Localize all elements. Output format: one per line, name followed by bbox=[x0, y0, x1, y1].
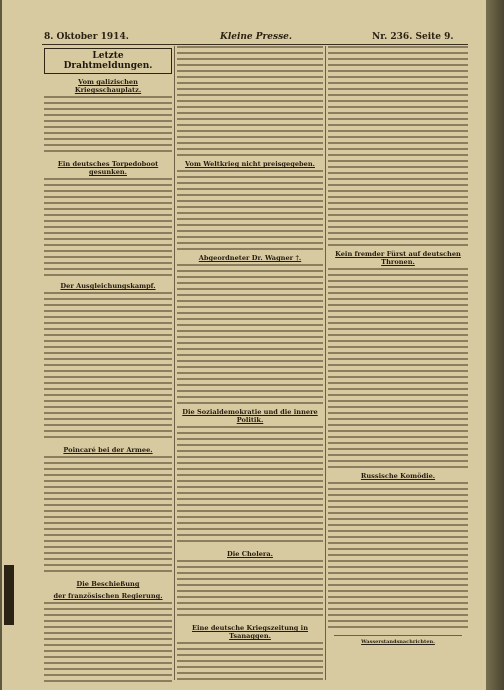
article-headline: Vom galizischen Kriegsschauplatz. bbox=[74, 78, 142, 94]
column-right bbox=[328, 46, 468, 686]
article-text-placeholder bbox=[328, 482, 468, 632]
article-text-placeholder bbox=[177, 426, 323, 546]
article-headline: Die Cholera. bbox=[227, 550, 273, 558]
margin-mark bbox=[4, 565, 14, 625]
article-text-placeholder bbox=[328, 268, 468, 468]
article-headline: Die Sozialdemokratie und die innere Politik. bbox=[182, 408, 318, 424]
newspaper-page bbox=[2, 0, 486, 690]
article-headline: Poincaré bei der Armee. bbox=[63, 446, 153, 454]
page-edge-shadow bbox=[486, 0, 504, 690]
article-headline: der französischen Regierung. bbox=[53, 592, 163, 600]
column-left bbox=[44, 46, 172, 686]
article-headline: Vom Weltkrieg nicht preisgegeben. bbox=[185, 160, 315, 168]
article-headline: Abgeordneter Dr. Wagner †. bbox=[198, 254, 302, 262]
article-text-placeholder bbox=[177, 560, 323, 620]
article-text-placeholder bbox=[44, 96, 172, 156]
table-title: Wasserstandsnachrichten. bbox=[361, 639, 435, 645]
article-text-placeholder bbox=[44, 292, 172, 442]
header-date: 8. Oktober 1914. bbox=[44, 32, 129, 42]
article-headline: Eine deutsche Kriegszeitung in Tsanaggen. bbox=[192, 624, 308, 640]
article-headline: Die Beschießung bbox=[76, 580, 140, 588]
article-text-placeholder bbox=[177, 642, 323, 682]
article-headline: Der Ausgleichungskampf. bbox=[60, 282, 156, 290]
article-text-placeholder bbox=[44, 602, 172, 682]
article-text-placeholder bbox=[44, 178, 172, 278]
section-title: Letzte Drahtmeldungen. bbox=[44, 48, 172, 74]
article-headline: Ein deutsches Torpedoboot gesunken. bbox=[57, 160, 159, 176]
separator bbox=[334, 635, 462, 636]
column-divider bbox=[325, 46, 326, 680]
article-text-placeholder bbox=[328, 46, 468, 246]
column-divider bbox=[174, 46, 175, 680]
article-headline: Russische Komödie. bbox=[360, 472, 436, 480]
article-headline: Kein fremder Fürst auf deutschen Thronen. bbox=[335, 250, 461, 266]
header-page-number: Nr. 236. Seite 9. bbox=[372, 32, 454, 42]
article-text-placeholder bbox=[177, 264, 323, 404]
water-level-table bbox=[328, 639, 468, 645]
column-middle bbox=[177, 46, 323, 686]
article-text-placeholder bbox=[177, 46, 323, 156]
header-rule bbox=[42, 44, 468, 45]
header-title: Kleine Presse. bbox=[220, 32, 293, 42]
article-text-placeholder bbox=[177, 170, 323, 250]
article-text-placeholder bbox=[44, 456, 172, 576]
